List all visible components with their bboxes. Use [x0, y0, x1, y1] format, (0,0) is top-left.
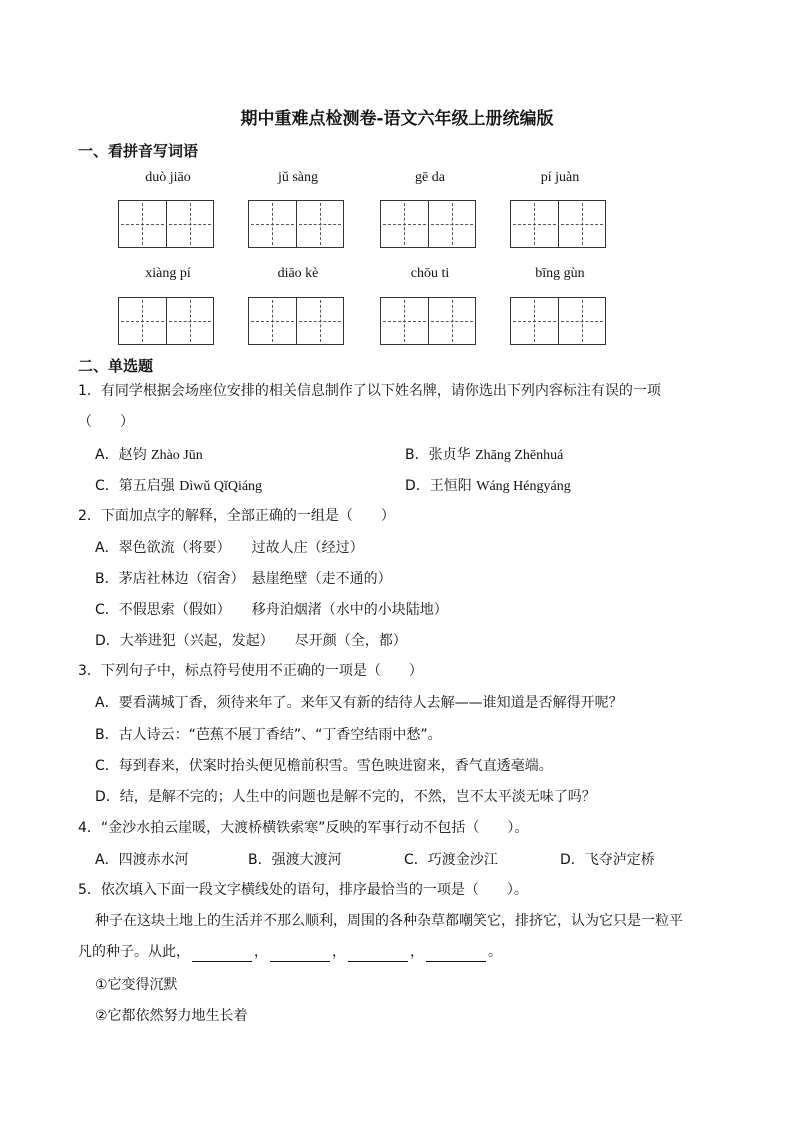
writing-grid[interactable] [118, 200, 214, 248]
pinyin-label: pí juàn [540, 170, 580, 185]
writing-grid[interactable] [510, 297, 606, 345]
option-d[interactable]: D．结，是解不完的；人生中的问题也是解不完的，不然，岂不太平淡无味了吗？ [95, 789, 596, 805]
writing-grid[interactable] [248, 297, 344, 345]
pinyin-label: xiàng pí [145, 266, 191, 281]
pinyin-label: jǔ sàng [277, 170, 319, 185]
pinyin-label: bīng gùn [535, 266, 585, 281]
pinyin-label: duò jiāo [145, 170, 191, 185]
grid-cell[interactable] [297, 201, 344, 247]
grid-cell[interactable] [167, 201, 214, 247]
option-text: D．王恒阳 [405, 478, 472, 494]
writing-grid[interactable] [380, 200, 476, 248]
option-b[interactable] [405, 444, 563, 464]
question-1-text: 1．有同学根据会场座位安排的相关信息制作了以下姓名牌，请你选出下列内容标注有误的一项 [78, 383, 661, 399]
section-heading-pinyin: 一、看拼音写词语 [78, 142, 199, 160]
passage-text: 凡的种子。从此， [78, 944, 190, 960]
option-a[interactable]: A．要看满城丁香，须待来年了。来年又有新的结待人去解——谁知道是否解得开呢？ [95, 695, 623, 711]
option-b[interactable]: B．强渡大渡河 [248, 852, 342, 868]
grid-cell[interactable] [297, 298, 344, 344]
grid-cell[interactable] [429, 298, 476, 344]
option-text: B．张贞华 [405, 447, 471, 463]
question-4-text: 4．“金沙水拍云崖暖，大渡桥横铁索寒”反映的军事行动不包括（ ）。 [78, 820, 529, 836]
option-b[interactable]: B．茅店社林边（宿舍） 悬崖绝壁（走不通的） [95, 571, 392, 587]
fill-blank[interactable] [426, 947, 486, 962]
option-c[interactable]: C．每到春来，伏案时抬头便见檐前积雪。雪色映进窗来，香气直透毫端。 [95, 758, 553, 774]
question-2-text: 2．下面加点字的解释，全部正确的一组是（ ） [78, 508, 395, 524]
grid-cell[interactable] [511, 201, 559, 247]
option-d[interactable]: D．大举进犯（兴起，发起） 尽开颜（全，都） [95, 633, 407, 649]
grid-cell[interactable] [167, 298, 214, 344]
sentence-item-2: ②它都依然努力地生长着 [95, 1008, 248, 1024]
grid-cell[interactable] [429, 201, 476, 247]
question-3-text: 3．下列句子中，标点符号使用不正确的一项是（ ） [78, 663, 423, 679]
option-pinyin: Wáng Héngyáng [476, 479, 571, 494]
passage-line-1: 种子在这块土地上的生活并不那么顺利，周围的各种杂草都嘲笑它，排挤它，认为它只是一粒平 [95, 913, 683, 929]
pinyin-label: gē da [415, 170, 445, 185]
option-b[interactable]: B．古人诗云：“芭蕉不展丁香结”、“丁香空结雨中愁”。 [95, 727, 442, 743]
option-d[interactable]: D．飞夺泸定桥 [560, 852, 655, 868]
option-d[interactable] [405, 475, 571, 495]
sentence-item-1: ①它变得沉默 [95, 977, 178, 993]
comma: ， [332, 944, 346, 960]
writing-grid[interactable] [510, 200, 606, 248]
answer-paren[interactable]: （ ） [78, 414, 134, 430]
option-c[interactable]: C．巧渡金沙江 [404, 852, 498, 868]
question-5-text: 5．依次填入下面一段文字横线处的语句，排序最恰当的一项是（ ）。 [78, 882, 528, 898]
grid-cell[interactable] [249, 298, 297, 344]
pinyin-label: chōu ti [410, 266, 450, 281]
grid-cell[interactable] [119, 201, 167, 247]
writing-grid[interactable] [118, 297, 214, 345]
grid-cell[interactable] [511, 298, 559, 344]
comma: ， [410, 944, 424, 960]
option-pinyin: Zhào Jūn [151, 448, 203, 463]
option-text: A．赵钧 [95, 447, 147, 463]
period: 。 [488, 944, 502, 960]
comma: ， [254, 944, 268, 960]
writing-grid[interactable] [380, 297, 476, 345]
option-a[interactable]: A．四渡赤水河 [95, 852, 189, 868]
grid-cell[interactable] [381, 201, 429, 247]
section-heading-choice: 二、单选题 [78, 357, 154, 375]
grid-cell[interactable] [559, 201, 606, 247]
passage-line-2 [78, 942, 502, 962]
fill-blank[interactable] [348, 947, 408, 962]
fill-blank[interactable] [192, 947, 252, 962]
grid-cell[interactable] [381, 298, 429, 344]
option-a[interactable] [95, 444, 203, 464]
page-title: 期中重难点检测卷-语文六年级上册统编版 [240, 109, 554, 129]
grid-cell[interactable] [559, 298, 606, 344]
pinyin-label: diāo kè [277, 266, 319, 281]
option-text: C．第五启强 [95, 478, 175, 494]
option-a[interactable]: A．翠色欲流（将要） 过故人庄（经过） [95, 540, 364, 556]
option-pinyin: Zhāng Zhēnhuá [475, 448, 564, 463]
grid-cell[interactable] [119, 298, 167, 344]
fill-blank[interactable] [270, 947, 330, 962]
option-c[interactable] [95, 475, 262, 495]
option-c[interactable]: C．不假思索（假如） 移舟泊烟渚（水中的小块陆地） [95, 602, 448, 618]
grid-cell[interactable] [249, 201, 297, 247]
option-pinyin: Dìwǔ QǐQiáng [179, 479, 263, 494]
writing-grid[interactable] [248, 200, 344, 248]
